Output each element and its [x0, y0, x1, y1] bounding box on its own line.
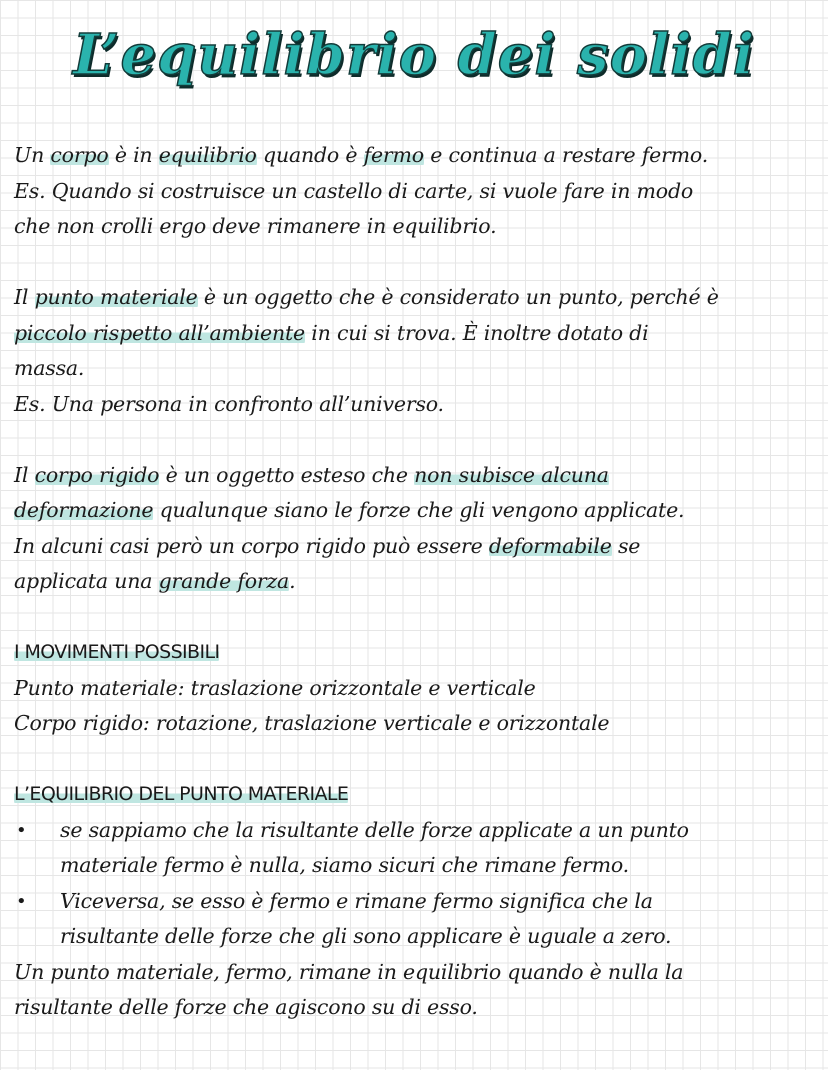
text-span: Un	[14, 143, 51, 167]
text-line: Un punto materiale, fermo, rimane in equilibrio quando è nulla la	[14, 959, 684, 984]
text-line: Punto materiale: traslazione orizzontale e verticale	[14, 675, 536, 700]
text-span: Il	[14, 462, 35, 487]
text-line: Corpo rigido: rotazione, traslazione verticale e orizzontale	[14, 711, 610, 735]
highlight-piccolo: piccolo rispetto all’ambiente	[14, 320, 305, 345]
text-span: .	[289, 569, 296, 593]
text-line	[14, 458, 822, 494]
bullet-dot: •	[16, 890, 27, 912]
highlight-corpo-rigido: corpo rigido	[34, 462, 160, 487]
spacer	[14, 600, 822, 636]
text-line: Es. Quando si costruisce un castello di carte, si vuole fare in modo	[14, 178, 694, 203]
notes-body	[14, 138, 822, 1026]
text-line	[14, 316, 822, 352]
text-span: applicata una	[14, 569, 159, 593]
text-line	[14, 493, 822, 529]
text-span: Il	[14, 285, 35, 309]
highlight-non-subisce: non subisce alcuna	[414, 462, 609, 487]
heading-text: I MOVIMENTI POSSIBILI	[14, 641, 220, 663]
highlight-punto-materiale: punto materiale	[34, 285, 198, 309]
text-line	[14, 564, 822, 600]
highlight-deformazione: deformazione	[14, 498, 154, 522]
bullet-dot: •	[16, 819, 27, 841]
highlight-corpo: corpo	[50, 143, 109, 167]
text-line: risultante delle forze che agiscono su di esso.	[14, 995, 478, 1019]
text-line: Es. Una persona in confronto all’universo.	[14, 391, 444, 416]
section-heading-movimenti	[14, 635, 822, 671]
bullet-item	[14, 884, 822, 920]
text-span: In alcuni casi però un corpo rigido può essere	[14, 533, 489, 558]
text-span: è un oggetto che è considerato un punto, perché è	[197, 285, 719, 309]
highlight-fermo: fermo	[363, 143, 424, 167]
bullet-item-continued	[14, 919, 822, 955]
text-span: materiale fermo è nulla, siamo sicuri che rimane fermo.	[60, 853, 629, 877]
text-span: quando è	[256, 143, 364, 167]
page-title: L’equilibrio dei solidi	[73, 22, 755, 88]
highlight-grande-forza: grande forza	[158, 569, 290, 593]
bullet-item	[14, 813, 822, 849]
text-span: e continua a restare fermo.	[423, 143, 709, 167]
text-span: se	[611, 533, 641, 558]
text-span: è in	[108, 143, 159, 167]
text-line: massa.	[14, 356, 85, 380]
heading-text: L’EQUILIBRIO DEL PUNTO MATERIALE	[14, 783, 349, 805]
text-span: Viceversa, se esso è fermo e rimane fermo significa che la	[60, 888, 653, 913]
text-line: che non crolli ergo deve rimanere in equilibrio.	[14, 214, 497, 238]
text-span: se sappiamo che la risultante delle forze applicate a un punto	[60, 817, 689, 842]
text-line	[14, 280, 822, 316]
bullet-item-continued	[14, 848, 822, 884]
spacer	[14, 245, 822, 281]
text-span: risultante delle forze che gli sono applicare è uguale a zero.	[60, 924, 672, 948]
text-line	[14, 529, 822, 565]
text-span: qualunque siano le forze che gli vengono applicate.	[153, 498, 685, 522]
text-line	[14, 138, 822, 174]
spacer	[14, 742, 822, 778]
highlight-equilibrio: equilibrio	[158, 143, 257, 167]
highlight-deformabile: deformabile	[488, 533, 612, 558]
spacer	[14, 422, 822, 458]
text-span: in cui si trova. È inoltre dotato di	[304, 320, 649, 345]
text-span: è un oggetto esteso che	[159, 462, 415, 487]
section-heading-equilibrio	[14, 777, 822, 813]
